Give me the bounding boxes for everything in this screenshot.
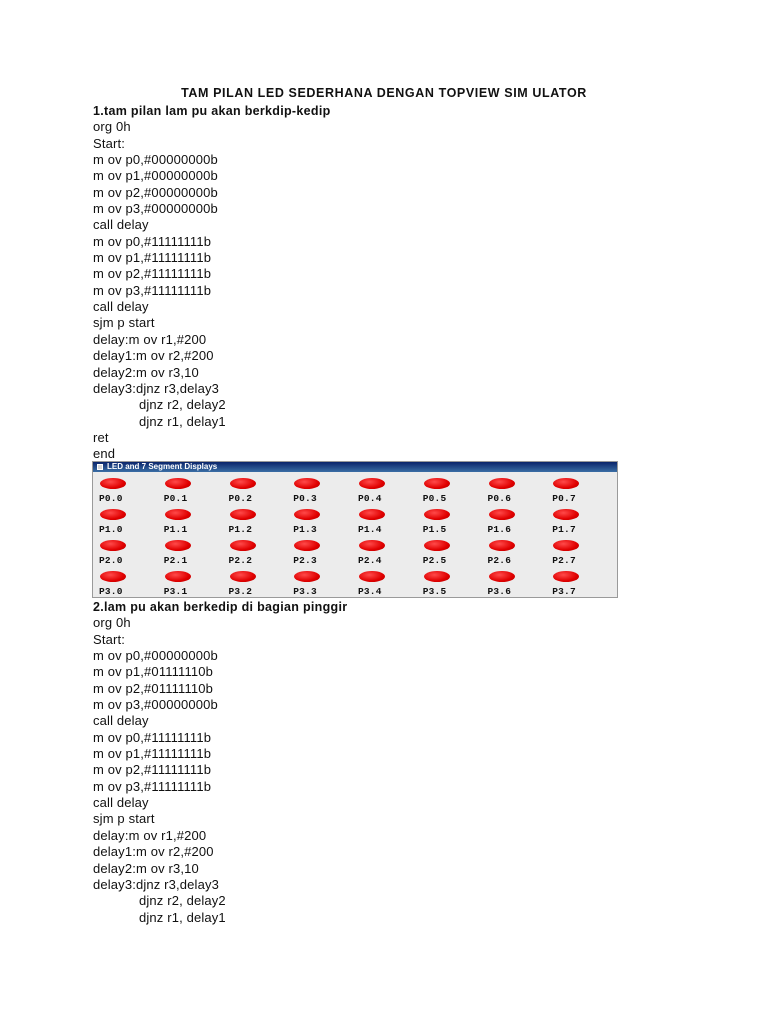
led-indicator — [553, 571, 579, 582]
section-2 — [93, 599, 347, 926]
led-indicator — [424, 540, 450, 551]
led-label: P1.4 — [358, 524, 382, 535]
code-line: m ov p3,#00000000b — [93, 697, 218, 713]
led-cell — [488, 540, 553, 571]
led-indicator — [294, 509, 320, 520]
led-cell — [164, 509, 229, 540]
led-indicator — [359, 540, 385, 551]
led-cell — [164, 478, 229, 509]
led-cell — [164, 540, 229, 571]
led-indicator — [165, 540, 191, 551]
led-label: P1.0 — [99, 524, 123, 535]
led-label: P3.7 — [552, 586, 576, 597]
code-line: djnz r1, delay1 — [139, 909, 226, 925]
code-line: call delay — [93, 299, 149, 315]
led-label: P1.1 — [163, 524, 188, 535]
led-indicator — [230, 571, 256, 582]
code-line: djnz r2, delay2 — [139, 397, 226, 413]
led-label: P0.3 — [293, 493, 317, 504]
code-line: sjm p start — [93, 315, 155, 331]
led-indicator — [165, 571, 191, 582]
section-1-heading: 1.tam pilan lam pu akan berkdip-kedip — [93, 104, 331, 118]
led-cell — [358, 478, 423, 509]
led-cell — [423, 540, 488, 571]
led-label: P3.1 — [163, 586, 188, 597]
section-1 — [93, 103, 331, 463]
led-label: P0.5 — [422, 493, 447, 504]
led-cell — [229, 571, 294, 598]
led-indicator — [553, 540, 579, 551]
code-line: m ov p0,#00000000b — [93, 152, 218, 168]
led-label: P0.0 — [99, 493, 123, 504]
led-indicator — [294, 478, 320, 489]
led-label: P1.2 — [228, 524, 253, 535]
led-label: P2.7 — [552, 555, 576, 566]
led-indicator — [100, 478, 126, 489]
code-line: delay1:m ov r2,#200 — [93, 844, 214, 860]
code-line: m ov p2,#11111111b — [93, 266, 212, 282]
led-cell — [358, 509, 423, 540]
led-row — [99, 509, 617, 540]
led-indicator — [424, 571, 450, 582]
code-line: ret — [93, 429, 109, 445]
led-indicator — [553, 509, 579, 520]
code-line: Start: — [93, 135, 125, 151]
led-indicator — [294, 540, 320, 551]
led-label: P1.5 — [422, 524, 447, 535]
led-cell — [229, 509, 294, 540]
led-indicator — [424, 478, 450, 489]
led-indicator — [359, 571, 385, 582]
led-cell — [293, 571, 358, 598]
led-label: P2.6 — [487, 555, 512, 566]
led-indicator — [359, 478, 385, 489]
code-line: m ov p0,#00000000b — [93, 648, 218, 664]
code-line: m ov p3,#11111111b — [93, 778, 212, 794]
led-cell — [99, 478, 164, 509]
led-indicator — [230, 509, 256, 520]
led-cell — [552, 509, 617, 540]
led-cell — [488, 509, 553, 540]
led-cell — [423, 509, 488, 540]
code-line: m ov p1,#11111111b — [93, 746, 212, 762]
code-line: m ov p2,#11111111b — [93, 762, 212, 778]
led-label: P2.1 — [163, 555, 188, 566]
section-2-heading: 2.lam pu akan berkedip di bagian pinggir — [93, 600, 348, 614]
led-label: P0.2 — [228, 493, 253, 504]
led-label: P3.2 — [228, 586, 253, 597]
led-cell — [552, 540, 617, 571]
window-icon — [97, 464, 103, 470]
led-label: P1.6 — [487, 524, 512, 535]
code-line: m ov p1,#11111111b — [93, 250, 212, 266]
page-title: TAM PILAN LED SEDERHANA DENGAN TOPVIEW SIM ULATOR — [181, 86, 587, 100]
led-row — [99, 478, 617, 509]
led-cell — [229, 478, 294, 509]
led-label: P2.4 — [358, 555, 382, 566]
code-line: m ov p0,#11111111b — [93, 233, 212, 249]
led-label: P3.4 — [358, 586, 382, 597]
code-line: delay2:m ov r3,10 — [93, 364, 199, 380]
led-panel-titlebar — [93, 462, 617, 472]
led-indicator — [489, 571, 515, 582]
led-label: P3.6 — [487, 586, 512, 597]
code-line: call delay — [93, 795, 149, 811]
led-cell — [552, 571, 617, 598]
code-line: delay3:djnz r3,delay3 — [93, 876, 220, 892]
code-line: sjm p start — [93, 811, 155, 827]
led-indicator — [359, 509, 385, 520]
code-line: delay1:m ov r2,#200 — [93, 348, 214, 364]
code-line: m ov p3,#11111111b — [93, 282, 212, 298]
led-label: P2.3 — [293, 555, 317, 566]
code-line: m ov p2,#00000000b — [93, 184, 218, 200]
code-line: delay3:djnz r3,delay3 — [93, 380, 220, 396]
code-line: m ov p2,#01111110b — [93, 680, 214, 696]
led-label: P0.7 — [552, 493, 576, 504]
led-label: P2.0 — [99, 555, 123, 566]
led-row — [99, 540, 617, 571]
led-label: P0.6 — [487, 493, 512, 504]
code-line: m ov p3,#00000000b — [93, 201, 218, 217]
code-line: m ov p0,#11111111b — [93, 729, 212, 745]
led-indicator — [294, 571, 320, 582]
led-indicator — [230, 478, 256, 489]
led-panel-title: LED and 7 Segment Displays — [107, 462, 218, 471]
code-line: djnz r2, delay2 — [139, 893, 226, 909]
led-indicator — [489, 540, 515, 551]
led-label: P0.4 — [358, 493, 382, 504]
led-indicator — [165, 478, 191, 489]
led-cell — [293, 540, 358, 571]
code-line: delay:m ov r1,#200 — [93, 827, 207, 843]
led-indicator — [100, 509, 126, 520]
code-line: djnz r1, delay1 — [139, 413, 226, 429]
code-line: delay2:m ov r3,10 — [93, 860, 199, 876]
led-cell — [99, 509, 164, 540]
led-indicator — [100, 540, 126, 551]
led-indicator — [100, 571, 126, 582]
code-line: end — [93, 446, 116, 462]
led-row — [99, 571, 617, 598]
led-cell — [423, 571, 488, 598]
code-line: delay:m ov r1,#200 — [93, 331, 207, 347]
led-cell — [423, 478, 488, 509]
led-cell — [99, 540, 164, 571]
led-label: P1.7 — [552, 524, 576, 535]
led-cell — [164, 571, 229, 598]
code-line: Start: — [93, 631, 125, 647]
led-indicator — [165, 509, 191, 520]
led-indicator — [489, 478, 515, 489]
led-indicator — [230, 540, 256, 551]
code-line: m ov p1,#01111110b — [93, 664, 214, 680]
led-cell — [229, 540, 294, 571]
led-cell — [99, 571, 164, 598]
led-panel-screenshot — [92, 461, 618, 598]
led-label: P3.0 — [99, 586, 123, 597]
led-cell — [552, 478, 617, 509]
led-label: P3.3 — [293, 586, 317, 597]
code-line: call delay — [93, 713, 149, 729]
led-indicator — [553, 478, 579, 489]
led-cell — [293, 509, 358, 540]
led-indicator — [424, 509, 450, 520]
led-label: P1.3 — [293, 524, 317, 535]
code-line: org 0h — [93, 615, 131, 631]
led-cell — [293, 478, 358, 509]
led-indicator — [489, 509, 515, 520]
code-line: m ov p1,#00000000b — [93, 168, 218, 184]
led-cell — [488, 571, 553, 598]
code-line: call delay — [93, 217, 149, 233]
led-label: P3.5 — [422, 586, 447, 597]
led-grid — [93, 472, 617, 598]
led-label: P0.1 — [163, 493, 188, 504]
led-label: P2.5 — [422, 555, 447, 566]
led-label: P2.2 — [228, 555, 253, 566]
led-cell — [358, 540, 423, 571]
led-cell — [488, 478, 553, 509]
code-line: org 0h — [93, 119, 131, 135]
led-cell — [358, 571, 423, 598]
